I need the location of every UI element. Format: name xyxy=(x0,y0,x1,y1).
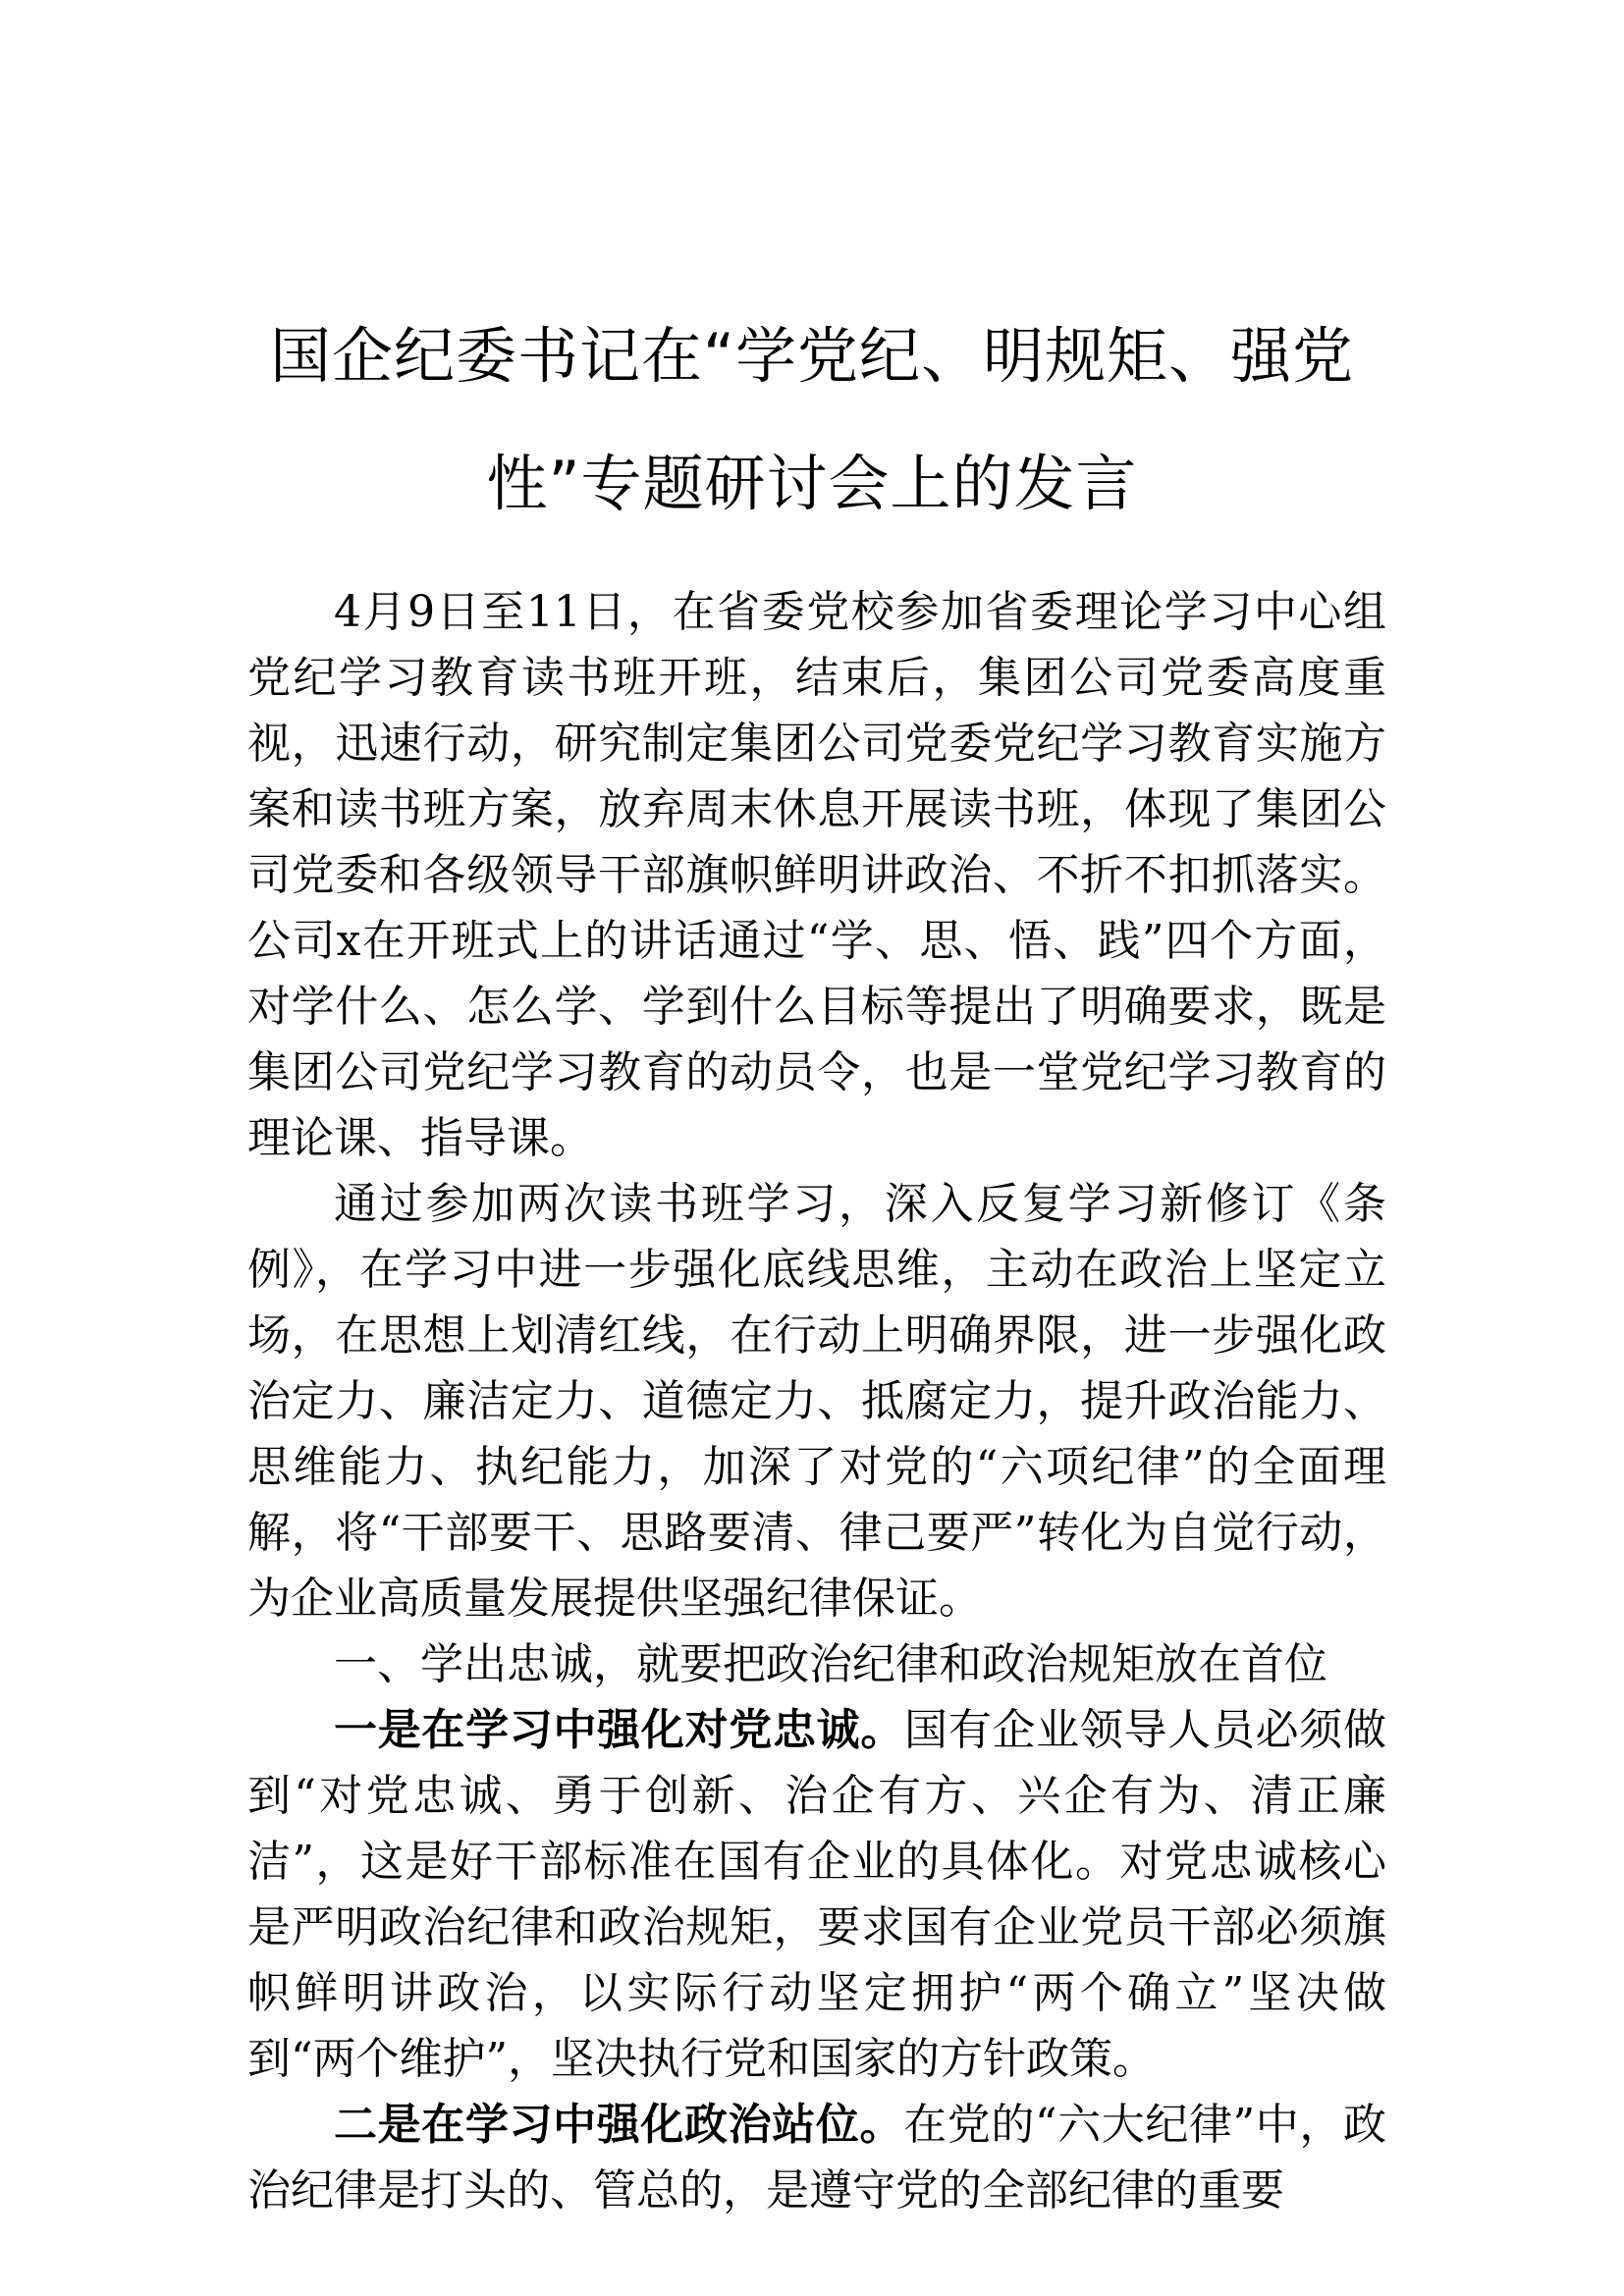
section-heading-1 xyxy=(247,1631,1386,1697)
paragraph-text: 一、学出忠诚，就要把政治纪律和政治规矩放在首位 xyxy=(334,1639,1327,1689)
paragraph-1 xyxy=(247,579,1386,1171)
document-body xyxy=(247,579,1386,2223)
paragraph-text: 在党的“六大纪律”中，政治纪律是打头的、管总的，是遵守党的全部纪律的重要 xyxy=(247,2100,1386,2216)
paragraph-text: 国有企业领导人员必须做到“对党忠诚、勇于创新、治企有方、兴企有为、清正廉洁”，这是好干部标准在国有企业的具体化。对党忠诚核心是严明政治纪律和政治规矩，要求国有企业党员干部必须旗帜鲜明讲政治，以实际行动坚定拥护“两个确立”坚决做到“两个维护”，坚决执行党和国家的方针政策。 xyxy=(247,1705,1387,2084)
paragraph-4 xyxy=(247,2092,1386,2223)
paragraph-2 xyxy=(247,1171,1386,1631)
paragraph-text: 4月9日至11日，在省委党校参加省委理论学习中心组党纪学习教育读书班开班，结束后，集团公司党委高度重视，迅速行动，研究制定集团公司党委党纪学习教育实施方案和读书班方案，放弃周末休息开展读书班，体现了集团公司党委和各级领导干部旗帜鲜明讲政治、不折不扣抓落实。公司x在开班式上的讲话通过“学、思、悟、践”四个方面，对学什么、怎么学、学到什么目标等提出了明确要求，既是集团公司党纪学习教育的动员令，也是一堂党纪学习教育的理论课、指导课。 xyxy=(247,587,1386,1163)
paragraph-text: 通过参加两次读书班学习，深入反复学习新修订《条例》，在学习中进一步强化底线思维，主动在政治上坚定立场，在思想上划清红线，在行动上明确界限，进一步强化政治定力、廉洁定力、道德定力、抵腐定力，提升政治能力、思维能力、执纪能力，加深了对党的“六项纪律”的全面理解，将“干部要干、思路要清、律己要严”转化为自觉行动，为企业高质量发展提供坚强纪律保证。 xyxy=(247,1179,1386,1624)
paragraph-lead: 一是在学习中强化对党忠诚。 xyxy=(334,1705,905,1755)
paragraph-lead: 二是在学习中强化政治站位。 xyxy=(334,2100,904,2150)
title-line-2: 性”专题研讨会上的发言 xyxy=(486,448,1138,519)
document-title xyxy=(226,293,1398,548)
title-line-1: 国企纪委书记在“学党纪、明规矩、强党 xyxy=(269,320,1355,392)
paragraph-3 xyxy=(247,1697,1386,2092)
